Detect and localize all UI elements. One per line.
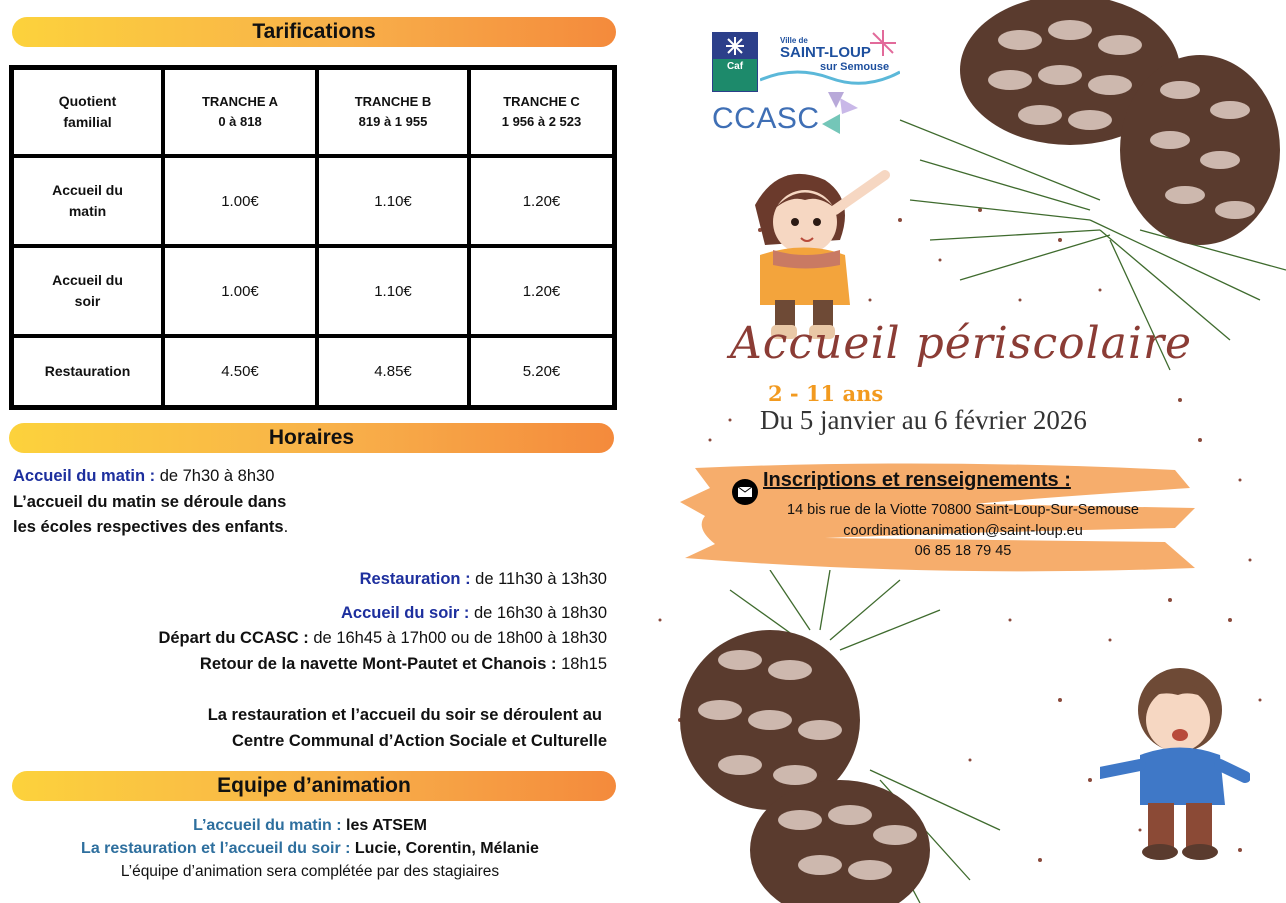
equipe-matin-value: les ATSEM xyxy=(341,817,427,834)
price-cell: 1.10€ xyxy=(317,156,469,246)
inscriptions-address: 14 bis rue de la Viotte 70800 Saint-Loup-Sur-Semouse xyxy=(787,502,1139,518)
header-tranche-a-line1: TRANCHE A xyxy=(201,94,279,109)
header-tranche-b xyxy=(317,68,469,156)
cover-ages: 2 - 11 ans xyxy=(768,381,884,406)
horaire-depart xyxy=(158,629,607,648)
star-burst-icon xyxy=(868,28,898,58)
equipe-soir xyxy=(0,840,620,858)
horaire-matin-value: de 7h30 à 8h30 xyxy=(155,467,275,485)
header-quotient-line1: Quotient xyxy=(58,93,117,109)
horaire-restauration xyxy=(360,570,607,589)
horaire-soir xyxy=(341,604,607,623)
horaire-retour-value: 18h15 xyxy=(556,655,607,673)
row-label xyxy=(12,246,163,336)
table-row xyxy=(12,156,614,246)
tarifications-header xyxy=(12,17,616,47)
inscriptions-phone: 06 85 18 79 45 xyxy=(914,543,1012,559)
table-row xyxy=(12,246,614,336)
cover-panel xyxy=(640,0,1286,903)
horaire-matin-label: Accueil du matin : xyxy=(13,467,156,485)
pinecone-bottom-illustration xyxy=(670,570,1070,903)
horaire-depart-value: de 16h45 à 17h00 ou de 18h00 à 18h30 xyxy=(308,629,607,647)
row-label-line2: matin xyxy=(68,203,107,219)
price-cell: 1.10€ xyxy=(317,246,469,336)
horaire-matin xyxy=(13,467,274,486)
header-tranche-b-line1: TRANCHE B xyxy=(354,94,432,109)
row-label-line1: Restauration xyxy=(44,363,131,379)
header-tranche-c xyxy=(469,68,614,156)
header-tranche-a-line2: 0 à 818 xyxy=(218,114,262,129)
header-quotient xyxy=(12,68,163,156)
cover-title: Accueil périscolaire xyxy=(730,318,1193,369)
inscriptions-email[interactable]: coordinationanimation@saint-loup.eu xyxy=(843,523,1083,539)
header-tranche-a xyxy=(163,68,317,156)
inscriptions-title: Inscriptions et renseignements : xyxy=(763,469,1071,491)
horaire-matin-note-2-text: les écoles respectives des enfants xyxy=(13,518,284,536)
saint-loup-name: SAINT-LOUP xyxy=(780,44,871,61)
horaire-matin-note-2-end: . xyxy=(283,518,289,536)
horaire-retour xyxy=(200,655,607,674)
equipe-matin-label: L’accueil du matin : xyxy=(193,817,342,834)
table-row xyxy=(12,336,614,407)
equipe-soir-value: Lucie, Corentin, Mélanie xyxy=(350,840,539,857)
horaire-restauration-label: Restauration : xyxy=(359,570,471,588)
envelope-icon xyxy=(737,486,753,498)
tarifs-table xyxy=(9,65,617,410)
snowflake-icon xyxy=(725,36,745,56)
price-cell: 1.20€ xyxy=(469,156,614,246)
row-label xyxy=(12,156,163,246)
caf-text: Caf xyxy=(713,59,757,91)
caf-logo xyxy=(712,32,758,92)
horaire-restauration-value: de 11h30 à 13h30 xyxy=(470,570,607,588)
horaires-header xyxy=(9,423,614,453)
horaire-depart-label: Départ du CCASC : xyxy=(158,629,309,647)
horaire-retour-label: Retour de la navette Mont-Pautet et Chanois : xyxy=(199,655,557,673)
equipe-title: Equipe d’animation xyxy=(217,774,411,797)
row-label-line2: soir xyxy=(74,293,101,309)
equipe-soir-label: La restauration et l’accueil du soir : xyxy=(81,840,351,857)
horaire-lieu-1: La restauration et l’accueil du soir se déroulent au xyxy=(207,706,602,724)
ccasc-logo: CCASC xyxy=(712,102,820,135)
price-cell: 5.20€ xyxy=(469,336,614,407)
row-label xyxy=(12,336,163,407)
header-quotient-line2: familial xyxy=(63,114,112,130)
price-cell: 1.20€ xyxy=(469,246,614,336)
triangles-icon xyxy=(818,88,862,136)
saint-loup-small: Ville de xyxy=(780,36,808,45)
tarifications-title: Tarifications xyxy=(252,20,376,43)
horaire-matin-note-1: L’accueil du matin se déroule dans xyxy=(13,493,287,511)
row-label-line1: Accueil du xyxy=(52,182,123,198)
horaire-soir-label: Accueil du soir : xyxy=(341,604,470,622)
horaires-title: Horaires xyxy=(268,426,355,449)
equipe-matin xyxy=(0,817,620,835)
wave-icon xyxy=(760,60,900,90)
horaire-matin-note-2 xyxy=(13,518,288,537)
horaire-soir-value: de 16h30 à 18h30 xyxy=(469,604,607,622)
saint-loup-sub: sur Semouse xyxy=(820,61,890,73)
header-tranche-b-line2: 819 à 1 955 xyxy=(358,114,428,129)
price-cell: 1.00€ xyxy=(163,156,317,246)
equipe-note: L’équipe d’animation sera complétée par des stagiaires xyxy=(120,863,500,880)
horaire-lieu-2: Centre Communal d’Action Sociale et Culturelle xyxy=(232,732,607,750)
header-tranche-c-line1: TRANCHE C xyxy=(503,94,580,109)
caf-emblem xyxy=(713,33,757,59)
row-label-line1: Accueil du xyxy=(52,272,123,288)
price-cell: 4.50€ xyxy=(163,336,317,407)
price-cell: 1.00€ xyxy=(163,246,317,336)
price-cell: 4.85€ xyxy=(317,336,469,407)
header-tranche-c-line2: 1 956 à 2 523 xyxy=(501,114,582,129)
boy-illustration xyxy=(1100,655,1250,865)
cover-dates: Du 5 janvier au 6 février 2026 xyxy=(760,405,1087,435)
table-header-row xyxy=(12,68,614,156)
equipe-header xyxy=(12,771,616,801)
